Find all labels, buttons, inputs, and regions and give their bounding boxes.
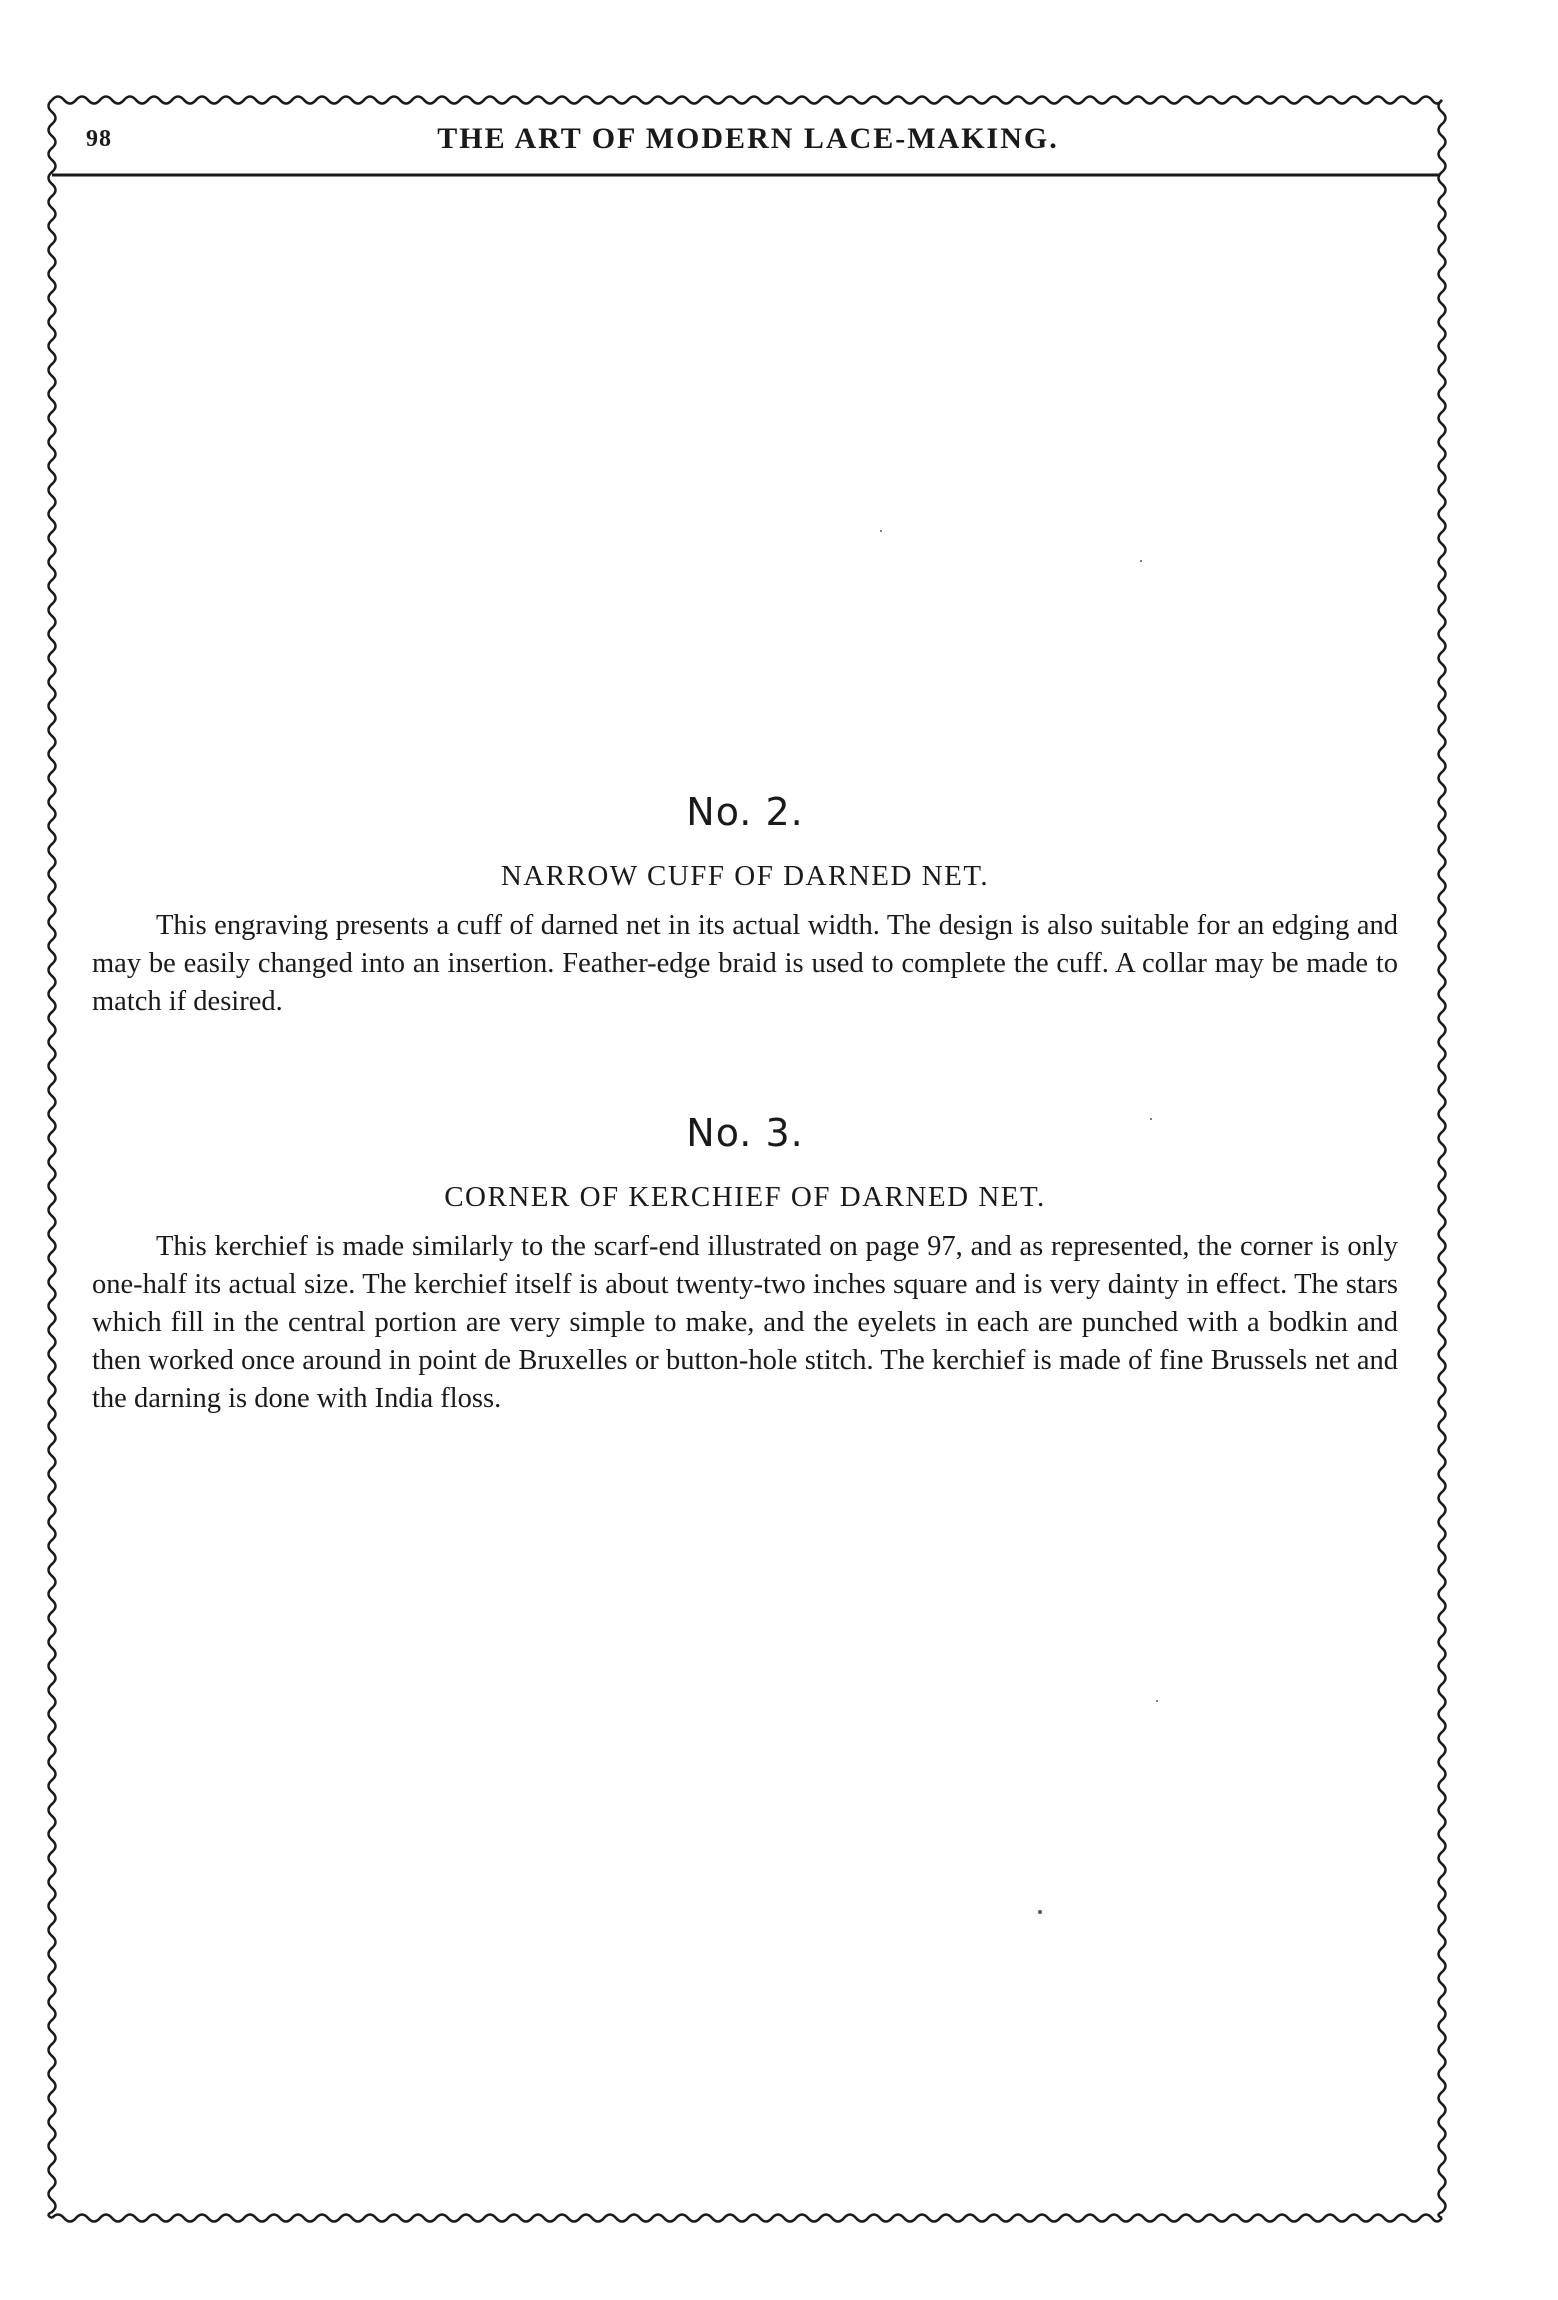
print-speck	[880, 530, 882, 532]
page-content	[92, 790, 1398, 1418]
running-head	[72, 118, 1424, 162]
section-paragraph: This engraving presents a cuff of darned net in its actual width. The design is also suitable for an edging and may be easily changed into an insertion. Feather-edge braid is used to complete the cuff. A collar may be made to match if desired.	[92, 910, 1398, 1017]
section-number: No. 2.	[686, 790, 804, 834]
section-heading: NARROW CUFF OF DARNED NET.	[500, 860, 990, 892]
print-speck	[1156, 1700, 1158, 1702]
print-speck	[1150, 1118, 1152, 1120]
book-title: THE ART OF MODERN LACE-MAKING.	[437, 122, 1059, 155]
section-paragraph: This kerchief is made similarly to the scarf-end illustrated on page 97, and as represented, the corner is only one-half its actual size. The kerchief itself is about twenty-two inches square and is very dainty in effect. The stars which fill in the central portion are very simple to make, and the eyelets in each are punched with a bodkin and then worked once around in point de Bruxelles or button-hole stitch. The kerchief is made of fine Brussels net and the darning is done with India floss.	[92, 1231, 1398, 1414]
section-no-2	[92, 790, 1398, 1021]
print-speck	[1038, 1910, 1042, 1914]
section-no-3	[92, 1111, 1398, 1418]
border-top-wavy-line	[52, 97, 1442, 104]
page-number: 98	[86, 126, 112, 152]
border-bottom-wavy-line	[52, 2215, 1442, 2222]
section-heading: CORNER OF KERCHIEF OF DARNED NET.	[444, 1181, 1046, 1213]
section-number: No. 3.	[686, 1111, 804, 1155]
print-speck	[1140, 560, 1142, 562]
border-left-wavy-line	[49, 100, 56, 2218]
border-right-wavy-line	[1439, 100, 1446, 2218]
